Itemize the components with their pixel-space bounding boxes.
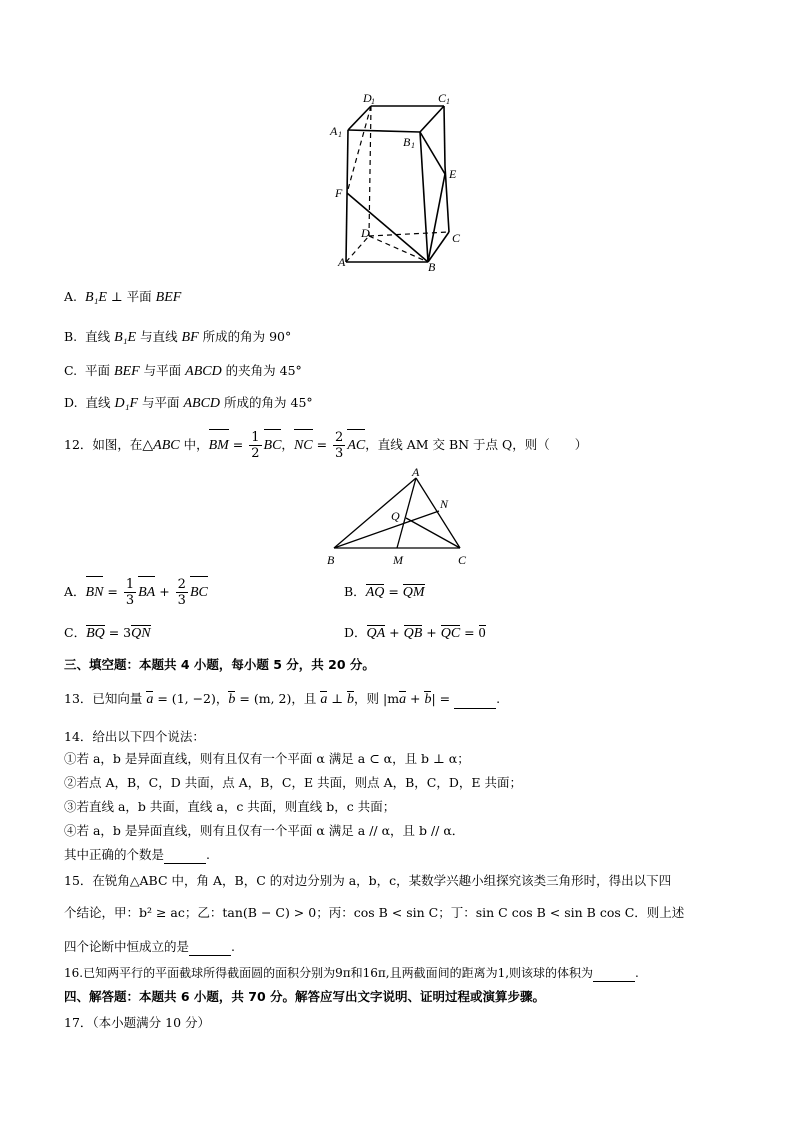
q14-statement-2: ②若点 A，B，C，D 共面，点 A，B，C，E 共面，则点 A，B，C，D，E 共面； [64, 775, 522, 790]
q11-option-d: D. 直线 D₁F 与平面 ABCD 所成的角为 45° [64, 395, 313, 411]
q15-line-2: 个结论，甲：b² ≥ ac；乙：tan(B − C) > 0；丙：cos B < sin C；丁：sin C cos B < sin B cos C．则上述 [64, 905, 685, 920]
tri-label-m: M [393, 553, 403, 567]
q14-statement-3: ③若直线 a，b 共面，直线 a，c 共面，则直线 b，c 共面； [64, 799, 396, 814]
q12-option-c: C．BQ = 3QN [64, 625, 151, 641]
label-c1-sub: 1 [446, 97, 450, 106]
q15-answer-blank[interactable] [189, 941, 231, 956]
label-c1: C [438, 91, 447, 105]
label-d1: D [363, 91, 372, 105]
q12-stem: 12．如图，在△ABC 中，BM = $\frac{1}{2}$ BC，NC = $\frac{2}{3}$ AC，直线 AM 交 BN 于点 Q，则（ ） [64, 430, 588, 461]
tri-label-q: Q [391, 509, 400, 523]
label-e: E [449, 167, 457, 181]
tri-label-a: A [412, 465, 420, 479]
q15-line-3: 四个论断中恒成立的是 . [64, 939, 235, 954]
tri-label-c: C [458, 553, 467, 567]
q17-header: 17．（本小题满分 10 分） [64, 1015, 211, 1030]
label-c: C [452, 231, 461, 245]
q12-option-b: B．AQ = QM [344, 584, 425, 600]
label-a1-sub: 1 [338, 130, 342, 139]
label-b1: B [403, 135, 411, 149]
q13-answer-blank[interactable] [454, 694, 496, 709]
label-a: A [338, 255, 346, 269]
tri-label-b: B [327, 553, 335, 567]
q16-answer-blank[interactable] [593, 967, 635, 982]
q12-option-a: A．BN = $\frac{1}{3}$ BA + $\frac{2}{3}$ BC [64, 577, 208, 608]
q14-question: 其中正确的个数是 . [64, 847, 210, 862]
q14-statement-4: ④若 a，b 是异面直线，则有且仅有一个平面 α 满足 a // α，且 b // α． [64, 823, 465, 838]
label-b1-sub: 1 [411, 141, 415, 150]
q13: 13．已知向量 a = (1, −2)，b = (m, 2)，且 a ⊥ b，则 |ma + b| = . [64, 691, 501, 707]
q11-option-c: C. 平面 BEF 与平面 ABCD 的夹角为 45° [64, 363, 302, 379]
q11-option-a: A. B₁E ⊥ 平面 BEF [64, 289, 182, 305]
q16: 16.已知两平行的平面截球所得截面圆的面积分别为9π和16π,且两截面间的距离为1,则该球的体积为 . [64, 966, 639, 980]
q11-option-b: B. 直线 B₁E 与直线 BF 所成的角为 90° [64, 329, 292, 345]
section-four-heading: 四、解答题：本题共 6 小题，共 70 分。解答应写出文字说明、证明过程或演算步骤。 [64, 989, 546, 1004]
triangle-figure [322, 465, 482, 570]
q14-intro: 14．给出以下四个说法： [64, 729, 205, 744]
tri-label-n: N [440, 497, 449, 511]
label-d: D [361, 226, 370, 240]
section-three-heading: 三、填空题：本题共 4 小题，每小题 5 分，共 20 分。 [64, 657, 375, 672]
fraction-one-half: $\frac{1}{2}$ [251, 430, 260, 461]
label-b: B [428, 260, 436, 273]
label-a1: A [330, 124, 338, 138]
fraction-two-thirds: $\frac{2}{3}$ [335, 430, 344, 461]
q15-line-1: 15．在锐角△ABC 中，角 A，B，C 的对边分别为 a，b，c，某数学兴趣小组探究该类三角形时，得出以下四 [64, 873, 672, 888]
label-f: F [335, 186, 343, 200]
q12-option-d: D．QA + QB + QC = 0 [344, 625, 486, 641]
label-d1-sub: 1 [371, 97, 375, 106]
q14-statement-1: ①若 a，b 是异面直线，则有且仅有一个平面 α 满足 a ⊂ α，且 b ⊥ α； [64, 751, 470, 766]
prism-figure [325, 88, 475, 273]
q14-answer-blank[interactable] [164, 849, 206, 864]
